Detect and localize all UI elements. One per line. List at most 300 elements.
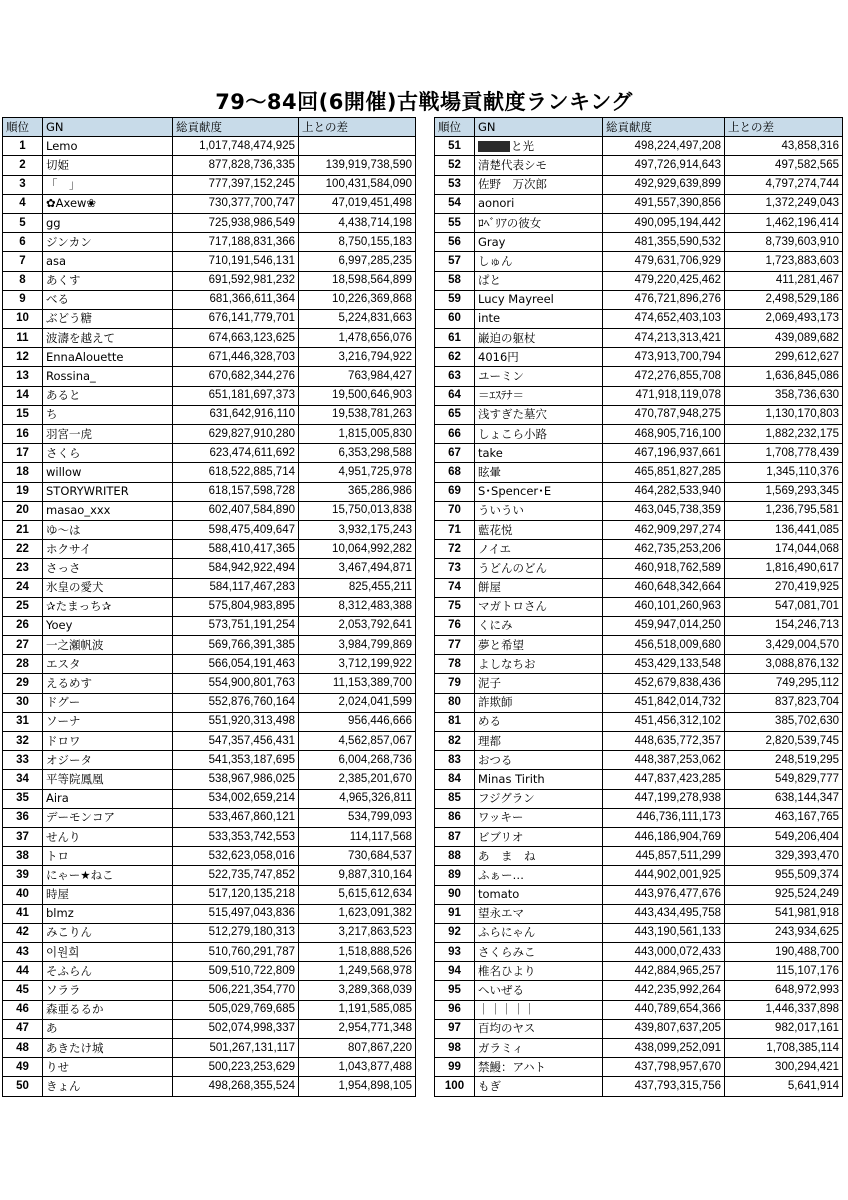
total-cell: 618,522,885,714: [173, 463, 299, 482]
diff-cell: 497,582,565: [725, 156, 843, 175]
table-row: [435, 252, 843, 271]
diff-cell: 2,024,041,599: [299, 693, 416, 712]
table-row: [435, 367, 843, 386]
gn-cell: おつる: [475, 751, 603, 770]
diff-cell: 1,623,091,382: [299, 904, 416, 923]
total-cell: 674,663,123,625: [173, 329, 299, 348]
diff-cell: 837,823,704: [725, 693, 843, 712]
gn-cell: 禁鰻：アハト: [475, 1058, 603, 1077]
total-cell: 618,157,598,728: [173, 482, 299, 501]
rank-cell: 13: [3, 367, 43, 386]
total-cell: 448,387,253,062: [603, 751, 725, 770]
gn-cell: 波濤を越えて: [43, 329, 173, 348]
rank-cell: 69: [435, 482, 475, 501]
diff-cell: 1,249,568,978: [299, 962, 416, 981]
diff-cell: 1,446,337,898: [725, 1000, 843, 1019]
rank-cell: 59: [435, 290, 475, 309]
total-cell: 588,410,417,365: [173, 540, 299, 559]
table-row: [3, 847, 416, 866]
table-row: [3, 463, 416, 482]
total-cell: 500,223,253,629: [173, 1058, 299, 1077]
diff-cell: 1,636,845,086: [725, 367, 843, 386]
diff-cell: 47,019,451,498: [299, 194, 416, 213]
gn-cell: ぱと: [475, 271, 603, 290]
gn-cell: ✿Axew❀: [43, 194, 173, 213]
rank-cell: 78: [435, 655, 475, 674]
table-row: [435, 175, 843, 194]
diff-cell: 10,064,992,282: [299, 540, 416, 559]
rank-cell: 2: [3, 156, 43, 175]
total-cell: 551,920,313,498: [173, 712, 299, 731]
gn-cell: へいぜる: [475, 981, 603, 1000]
rank-cell: 33: [3, 751, 43, 770]
total-cell: 490,095,194,442: [603, 213, 725, 232]
total-cell: 584,942,922,494: [173, 559, 299, 578]
diff-cell: 8,312,483,388: [299, 597, 416, 616]
rank-cell: 28: [3, 655, 43, 674]
table-row: [435, 444, 843, 463]
diff-cell: 6,004,268,736: [299, 751, 416, 770]
diff-cell: 982,017,161: [725, 1019, 843, 1038]
table-row: [3, 789, 416, 808]
total-cell: 725,938,986,549: [173, 213, 299, 232]
diff-cell: 1,882,232,175: [725, 425, 843, 444]
table-row: [435, 1019, 843, 1038]
table-row: [3, 1019, 416, 1038]
table-row: [435, 597, 843, 616]
rank-cell: 98: [435, 1039, 475, 1058]
gn-cell: あ: [43, 1019, 173, 1038]
table-row: [435, 655, 843, 674]
rank-cell: 87: [435, 827, 475, 846]
rank-cell: 74: [435, 578, 475, 597]
gn-cell: Rossina_: [43, 367, 173, 386]
diff-cell: 300,294,421: [725, 1058, 843, 1077]
diff-cell: 358,736,630: [725, 386, 843, 405]
total-cell: 442,884,965,257: [603, 962, 725, 981]
table-row: [435, 501, 843, 520]
rank-cell: 36: [3, 808, 43, 827]
diff-cell: [299, 137, 416, 156]
rank-cell: 23: [3, 559, 43, 578]
table-row: [3, 213, 416, 232]
rank-cell: 35: [3, 789, 43, 808]
total-cell: 443,434,495,758: [603, 904, 725, 923]
gn-cell: gg: [43, 213, 173, 232]
rank-cell: 30: [3, 693, 43, 712]
diff-cell: 2,498,529,186: [725, 290, 843, 309]
diff-cell: 2,069,493,173: [725, 309, 843, 328]
table-row: [3, 501, 416, 520]
rank-cell: 77: [435, 636, 475, 655]
total-cell: 598,475,409,647: [173, 520, 299, 539]
gn-cell: Aira: [43, 789, 173, 808]
diff-cell: 2,954,771,348: [299, 1019, 416, 1038]
total-cell: 468,905,716,100: [603, 425, 725, 444]
diff-cell: 270,419,925: [725, 578, 843, 597]
total-cell: 575,804,983,895: [173, 597, 299, 616]
table-row: [435, 962, 843, 981]
gn-cell: ふぁー…: [475, 866, 603, 885]
rank-cell: 51: [435, 137, 475, 156]
table-row: [435, 540, 843, 559]
gn-cell: さくら: [43, 444, 173, 463]
table-row: [3, 1000, 416, 1019]
diff-cell: 18,598,564,899: [299, 271, 416, 290]
gn-cell: トロ: [43, 847, 173, 866]
total-cell: 710,191,546,131: [173, 252, 299, 271]
diff-cell: 3,088,876,132: [725, 655, 843, 674]
rank-cell: 93: [435, 943, 475, 962]
gn-cell: STORYWRITER: [43, 482, 173, 501]
rank-cell: 53: [435, 175, 475, 194]
gn-cell: 椎名ひより: [475, 962, 603, 981]
diff-cell: 1,708,778,439: [725, 444, 843, 463]
rank-cell: 6: [3, 233, 43, 252]
rank-cell: 44: [3, 962, 43, 981]
total-cell: 453,429,133,548: [603, 655, 725, 674]
total-cell: 538,967,986,025: [173, 770, 299, 789]
gn-cell: ソララ: [43, 981, 173, 1000]
total-cell: 443,000,072,433: [603, 943, 725, 962]
total-cell: 471,918,119,078: [603, 386, 725, 405]
rank-cell: 96: [435, 1000, 475, 1019]
gn-cell: さくらみこ: [475, 943, 603, 962]
total-cell: 573,751,191,254: [173, 616, 299, 635]
diff-cell: 2,385,201,670: [299, 770, 416, 789]
gn-cell: 詐欺師: [475, 693, 603, 712]
rank-cell: 54: [435, 194, 475, 213]
table-row: [435, 463, 843, 482]
total-cell: 510,760,291,787: [173, 943, 299, 962]
diff-cell: 1,954,898,105: [299, 1077, 416, 1096]
total-cell: 437,798,957,670: [603, 1058, 725, 1077]
table-row: [435, 847, 843, 866]
header-total: 総貢献度: [603, 118, 725, 137]
gn-cell: フジグラン: [475, 789, 603, 808]
diff-cell: 3,217,863,523: [299, 923, 416, 942]
total-cell: 452,679,838,436: [603, 674, 725, 693]
gn-cell: 森亜るるか: [43, 1000, 173, 1019]
gn-cell: ユーミン: [475, 367, 603, 386]
diff-cell: 4,965,326,811: [299, 789, 416, 808]
rank-cell: 29: [3, 674, 43, 693]
table-row: [435, 425, 843, 444]
rank-cell: 79: [435, 674, 475, 693]
gn-cell: ﾛﾍﾞﾘｱの彼女: [475, 213, 603, 232]
gn-cell: くにみ: [475, 616, 603, 635]
rank-cell: 24: [3, 578, 43, 597]
gn-cell: inte: [475, 309, 603, 328]
table-row: [3, 885, 416, 904]
rank-cell: 7: [3, 252, 43, 271]
rank-cell: 45: [3, 981, 43, 1000]
gn-cell: もぎ: [475, 1077, 603, 1096]
gn-cell: そふらん: [43, 962, 173, 981]
table-row: [435, 348, 843, 367]
total-cell: 502,074,998,337: [173, 1019, 299, 1038]
diff-cell: 3,984,799,869: [299, 636, 416, 655]
gn-cell: ぶどう糖: [43, 309, 173, 328]
total-cell: 533,467,860,121: [173, 808, 299, 827]
table-header-row: [435, 118, 843, 137]
total-cell: 670,682,344,276: [173, 367, 299, 386]
total-cell: 717,188,831,366: [173, 233, 299, 252]
total-cell: 460,918,762,589: [603, 559, 725, 578]
diff-cell: 6,353,298,588: [299, 444, 416, 463]
total-cell: 498,224,497,208: [603, 137, 725, 156]
gn-cell: blmz: [43, 904, 173, 923]
total-cell: 474,652,403,103: [603, 309, 725, 328]
total-cell: 451,842,014,732: [603, 693, 725, 712]
total-cell: 547,357,456,431: [173, 732, 299, 751]
total-cell: 472,276,855,708: [603, 367, 725, 386]
gn-cell: Lemo: [43, 137, 173, 156]
table-row: [435, 636, 843, 655]
gn-cell: ち: [43, 405, 173, 424]
rank-cell: 31: [3, 712, 43, 731]
total-cell: 498,268,355,524: [173, 1077, 299, 1096]
table-header-row: [3, 118, 416, 137]
gn-cell: せんり: [43, 827, 173, 846]
table-row: [435, 751, 843, 770]
total-cell: 438,099,252,091: [603, 1039, 725, 1058]
total-cell: 777,397,152,245: [173, 175, 299, 194]
total-cell: 447,199,278,938: [603, 789, 725, 808]
diff-cell: 3,429,004,570: [725, 636, 843, 655]
gn-cell: きょん: [43, 1077, 173, 1096]
rank-cell: 62: [435, 348, 475, 367]
total-cell: 474,213,313,421: [603, 329, 725, 348]
rank-cell: 50: [3, 1077, 43, 1096]
diff-cell: 1,191,585,085: [299, 1000, 416, 1019]
table-row: [3, 923, 416, 942]
gn-cell: ✰たまっち✰: [43, 597, 173, 616]
total-cell: 691,592,981,232: [173, 271, 299, 290]
diff-cell: 463,167,765: [725, 808, 843, 827]
header-diff: 上との差: [299, 118, 416, 137]
table-row: [3, 597, 416, 616]
table-row: [435, 789, 843, 808]
gn-cell: [475, 137, 603, 156]
diff-cell: 365,286,986: [299, 482, 416, 501]
gn-cell: 佐野 万次郎: [475, 175, 603, 194]
table-row: [435, 1077, 843, 1096]
table-row: [435, 770, 843, 789]
rank-cell: 4: [3, 194, 43, 213]
total-cell: 491,557,390,856: [603, 194, 725, 213]
gn-cell: 이원희: [43, 943, 173, 962]
gn-cell: あくす: [43, 271, 173, 290]
rank-cell: 17: [3, 444, 43, 463]
header-diff: 上との差: [725, 118, 843, 137]
rank-cell: 91: [435, 904, 475, 923]
gn-cell: 夢と希望: [475, 636, 603, 655]
total-cell: 497,726,914,643: [603, 156, 725, 175]
gn-cell: あると: [43, 386, 173, 405]
table-row: [435, 1058, 843, 1077]
gn-cell: take: [475, 444, 603, 463]
diff-cell: 541,981,918: [725, 904, 843, 923]
diff-cell: 1,043,877,488: [299, 1058, 416, 1077]
header-rank: 順位: [435, 118, 475, 137]
rank-cell: 73: [435, 559, 475, 578]
diff-cell: 3,932,175,243: [299, 520, 416, 539]
total-cell: 877,828,736,335: [173, 156, 299, 175]
gn-cell: 泥子: [475, 674, 603, 693]
diff-cell: 638,144,347: [725, 789, 843, 808]
table-row: [3, 578, 416, 597]
rank-cell: 68: [435, 463, 475, 482]
diff-cell: 5,615,612,634: [299, 885, 416, 904]
diff-cell: 8,750,155,183: [299, 233, 416, 252]
table-row: [435, 405, 843, 424]
table-row: [3, 309, 416, 328]
table-row: [3, 770, 416, 789]
rank-cell: 71: [435, 520, 475, 539]
diff-cell: 100,431,584,090: [299, 175, 416, 194]
rank-cell: 22: [3, 540, 43, 559]
total-cell: 505,029,769,685: [173, 1000, 299, 1019]
diff-cell: 1,236,795,581: [725, 501, 843, 520]
ranking-table-right: [434, 117, 843, 1097]
rank-cell: 39: [3, 866, 43, 885]
total-cell: 681,366,611,364: [173, 290, 299, 309]
diff-cell: 763,984,427: [299, 367, 416, 386]
rank-cell: 75: [435, 597, 475, 616]
diff-cell: 1,518,888,526: [299, 943, 416, 962]
total-cell: 512,279,180,313: [173, 923, 299, 942]
gn-cell: ｜｜｜｜｜: [475, 1000, 603, 1019]
gn-cell: 一之瀬帆波: [43, 636, 173, 655]
total-cell: 439,807,637,205: [603, 1019, 725, 1038]
diff-cell: 1,708,385,114: [725, 1039, 843, 1058]
diff-cell: 5,224,831,663: [299, 309, 416, 328]
diff-cell: 3,712,199,922: [299, 655, 416, 674]
gn-cell: 望永エマ: [475, 904, 603, 923]
gn-cell: あきたけ城: [43, 1039, 173, 1058]
diff-cell: 749,295,112: [725, 674, 843, 693]
rank-cell: 88: [435, 847, 475, 866]
table-row: [3, 559, 416, 578]
gn-cell: オジータ: [43, 751, 173, 770]
table-row: [3, 827, 416, 846]
rank-cell: 26: [3, 616, 43, 635]
gn-cell: 「 」: [43, 175, 173, 194]
total-cell: 566,054,191,463: [173, 655, 299, 674]
total-cell: 443,190,561,133: [603, 923, 725, 942]
gn-cell: Yoey: [43, 616, 173, 635]
rank-cell: 19: [3, 482, 43, 501]
page-title: 79～84回(6開催)古戦場貢献度ランキング: [215, 90, 633, 114]
gn-cell: しゅん: [475, 252, 603, 271]
table-row: [435, 904, 843, 923]
rank-cell: 95: [435, 981, 475, 1000]
total-cell: 445,857,511,299: [603, 847, 725, 866]
rank-cell: 10: [3, 309, 43, 328]
total-cell: 532,623,058,016: [173, 847, 299, 866]
rank-cell: 84: [435, 770, 475, 789]
diff-cell: 547,081,701: [725, 597, 843, 616]
diff-cell: 299,612,627: [725, 348, 843, 367]
table-row: [435, 1000, 843, 1019]
total-cell: 440,789,654,366: [603, 1000, 725, 1019]
total-cell: 442,235,992,264: [603, 981, 725, 1000]
diff-cell: 8,739,603,910: [725, 233, 843, 252]
rank-cell: 43: [3, 943, 43, 962]
table-row: [3, 425, 416, 444]
header-gn: GN: [475, 118, 603, 137]
total-cell: 509,510,722,809: [173, 962, 299, 981]
table-row: [3, 520, 416, 539]
table-row: [435, 520, 843, 539]
diff-cell: 807,867,220: [299, 1039, 416, 1058]
total-cell: 623,474,611,692: [173, 444, 299, 463]
table-row: [3, 252, 416, 271]
gn-cell: マガトロさん: [475, 597, 603, 616]
gn-cell: める: [475, 712, 603, 731]
table-row: [3, 981, 416, 1000]
total-cell: 443,976,477,676: [603, 885, 725, 904]
table-row: [3, 616, 416, 635]
total-cell: 437,793,315,756: [603, 1077, 725, 1096]
total-cell: 541,353,187,695: [173, 751, 299, 770]
total-cell: 462,735,253,206: [603, 540, 725, 559]
gn-cell: 4016円: [475, 348, 603, 367]
gn-cell: ふらにゃん: [475, 923, 603, 942]
diff-cell: 1,462,196,414: [725, 213, 843, 232]
rank-cell: 65: [435, 405, 475, 424]
total-cell: 460,648,342,664: [603, 578, 725, 597]
diff-cell: 4,797,274,744: [725, 175, 843, 194]
gn-cell: ドロワ: [43, 732, 173, 751]
total-cell: 492,929,639,899: [603, 175, 725, 194]
table-row: [3, 943, 416, 962]
diff-cell: 139,919,738,590: [299, 156, 416, 175]
rank-cell: 32: [3, 732, 43, 751]
table-row: [3, 348, 416, 367]
table-row: [3, 904, 416, 923]
total-cell: 517,120,135,218: [173, 885, 299, 904]
table-row: [3, 482, 416, 501]
gn-cell: 氷皇の愛犬: [43, 578, 173, 597]
diff-cell: 174,044,068: [725, 540, 843, 559]
gn-cell: しょこら小路: [475, 425, 603, 444]
gn-cell: EnnaAlouette: [43, 348, 173, 367]
rank-cell: 20: [3, 501, 43, 520]
total-cell: 506,221,354,770: [173, 981, 299, 1000]
total-cell: 1,017,748,474,925: [173, 137, 299, 156]
gn-cell: りせ: [43, 1058, 173, 1077]
table-row: [3, 194, 416, 213]
rank-cell: 41: [3, 904, 43, 923]
gn-cell: べる: [43, 290, 173, 309]
diff-cell: 439,089,682: [725, 329, 843, 348]
diff-cell: 1,478,656,076: [299, 329, 416, 348]
table-row: [3, 386, 416, 405]
diff-cell: 154,246,713: [725, 616, 843, 635]
table-row: [435, 885, 843, 904]
table-row: [435, 290, 843, 309]
table-row: [435, 981, 843, 1000]
gn-cell: asa: [43, 252, 173, 271]
diff-cell: 730,684,537: [299, 847, 416, 866]
diff-cell: 115,107,176: [725, 962, 843, 981]
total-cell: 730,377,700,747: [173, 194, 299, 213]
diff-cell: 4,562,857,067: [299, 732, 416, 751]
gn-cell: ういうい: [475, 501, 603, 520]
gn-cell: ホクサイ: [43, 540, 173, 559]
